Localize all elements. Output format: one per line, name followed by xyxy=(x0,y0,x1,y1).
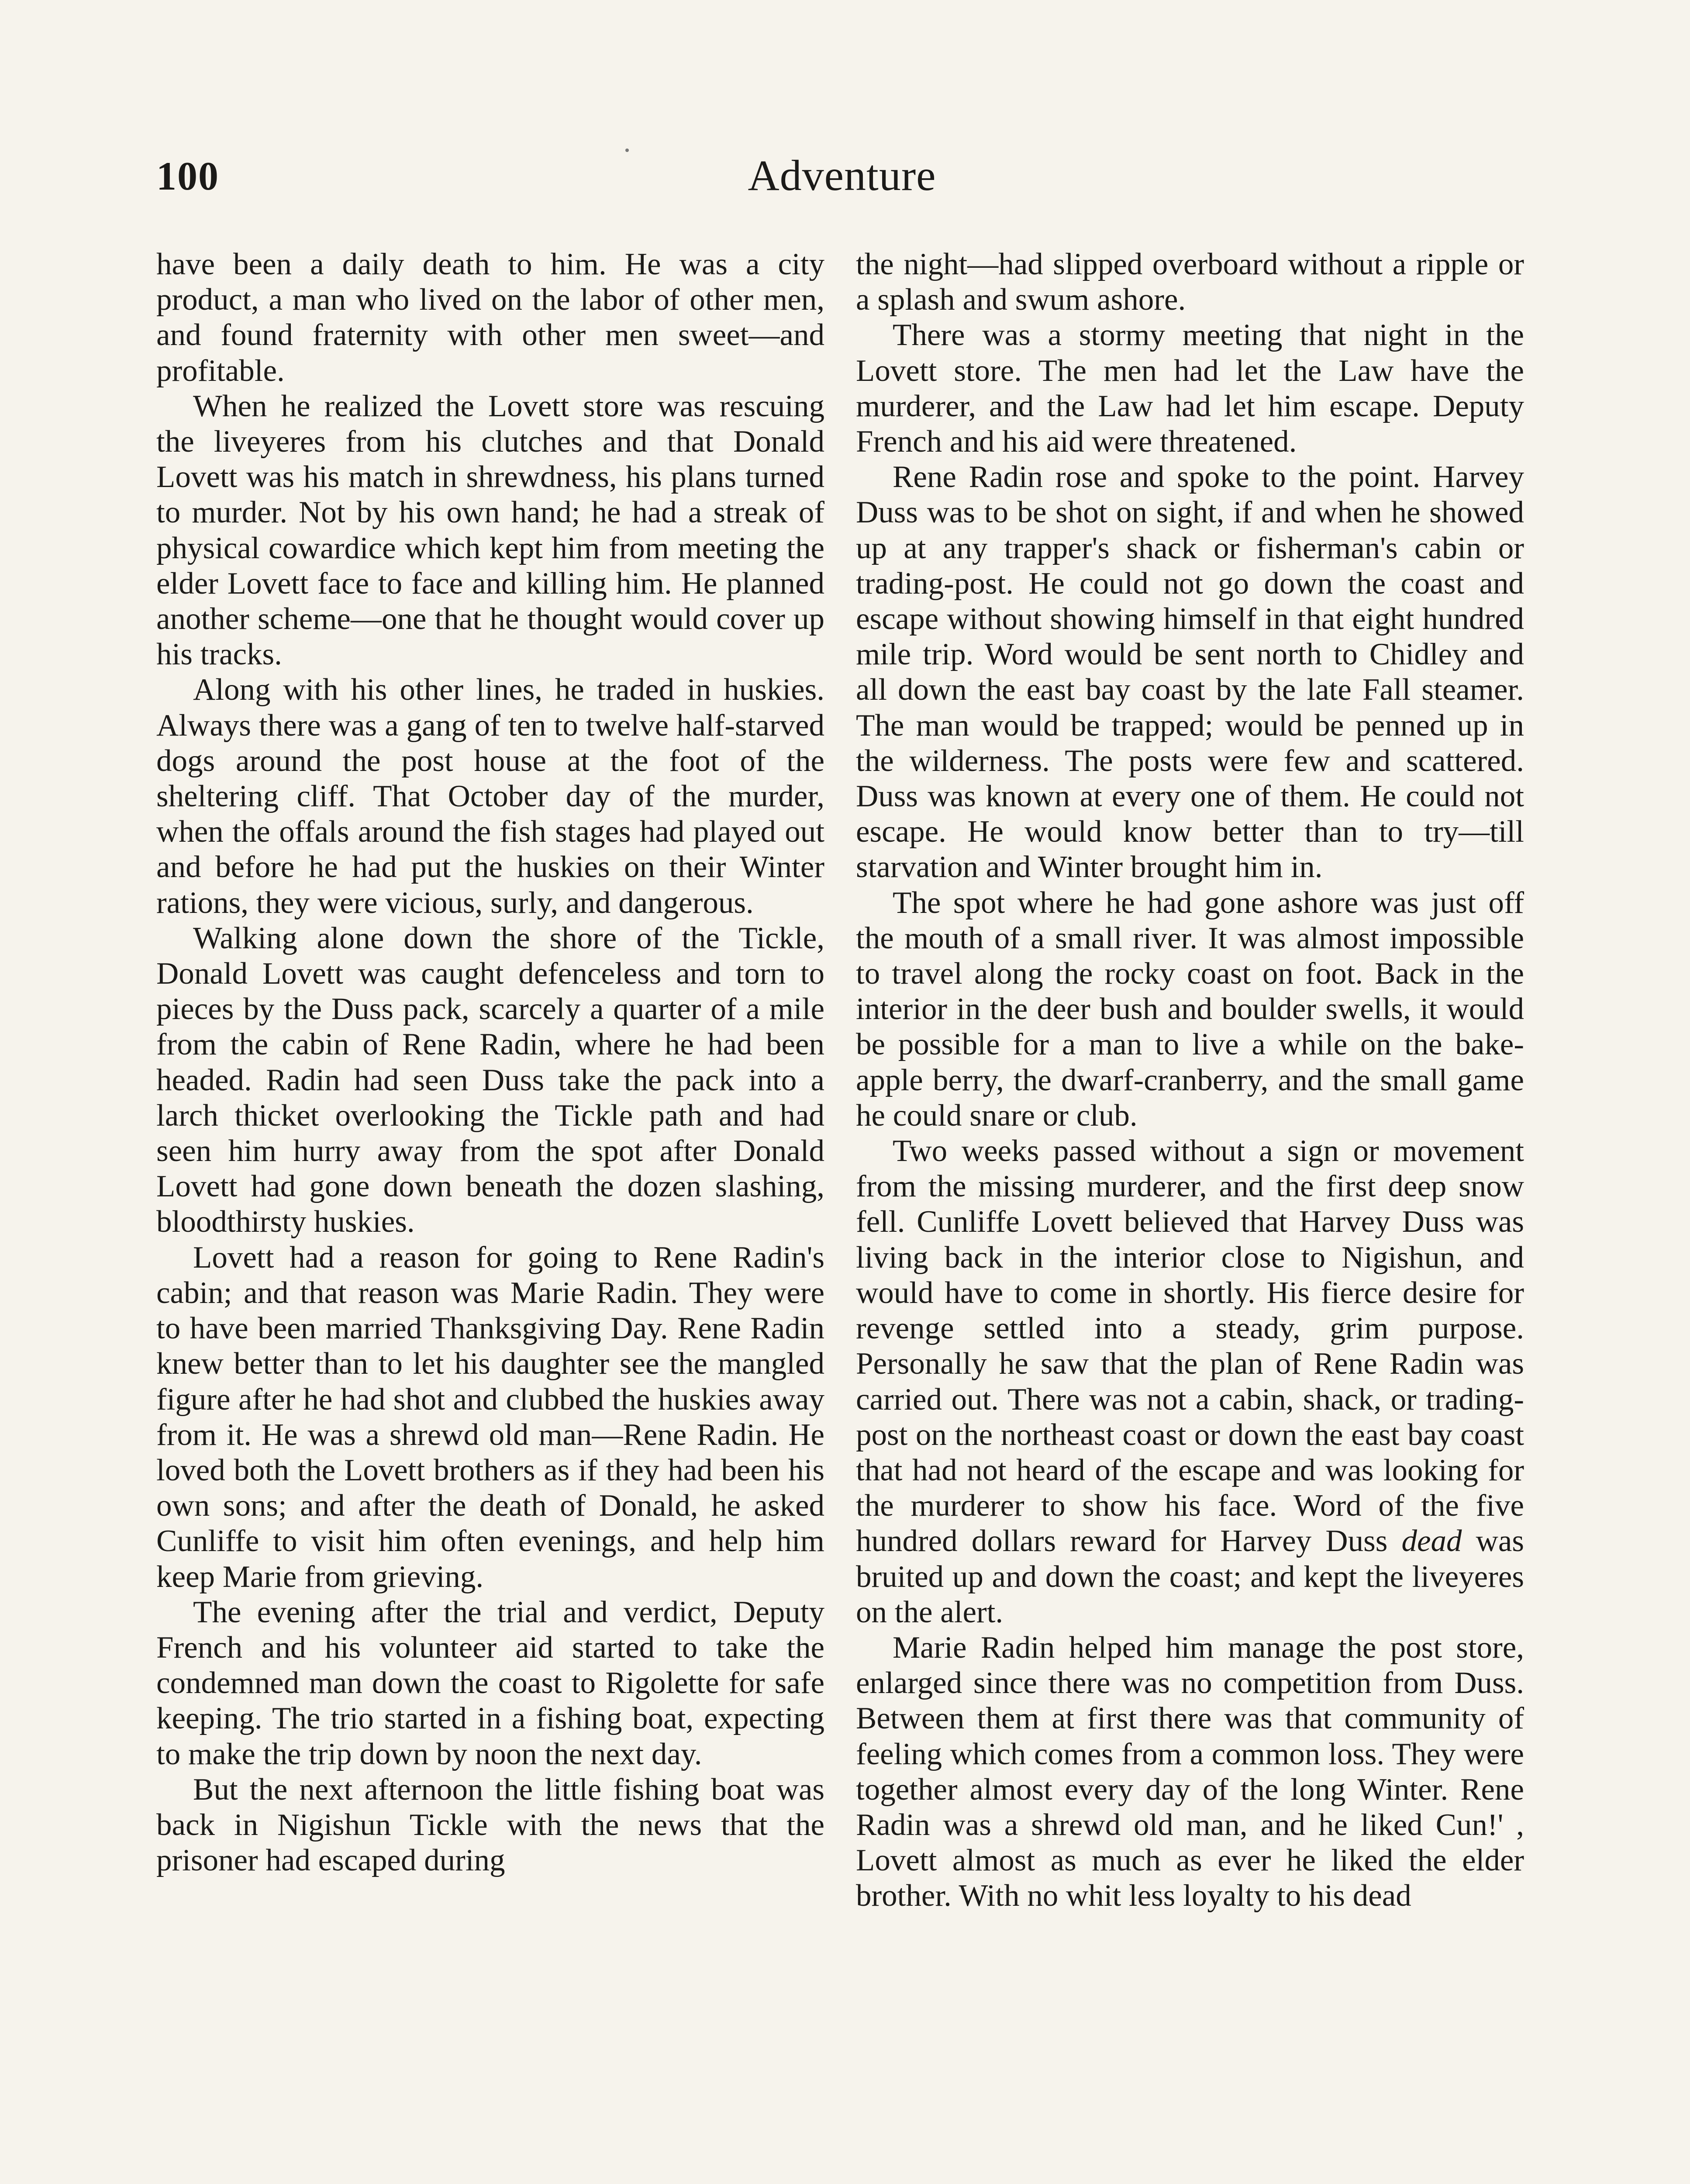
paragraph: Marie Radin helped him manage the post store, enlarged since there was no competition from Duss. Between them at first there was that community of feeling which comes from a common loss. They were together almost every day of the long Winter. Rene Radin was a shrewd old man, and he liked Cun!' , Lovett almost as much as ever he liked the elder brother. With no whit less loyalty to his dead xyxy=(856,1630,1524,1913)
right-column xyxy=(856,247,1524,1914)
left-column xyxy=(156,247,824,1878)
paragraph: The spot where he had gone ashore was just off the mouth of a small river. It was almost impossible to travel along the rocky coast on foot. Back in the interior in the deer bush and boulder swells, it would be possible for a man to live a while on the bake-apple berry, the dwarf-cranberry, and the small game he could snare or club. xyxy=(856,885,1524,1133)
paragraph: the night—had slipped overboard without a ripple or a splash and swum ashore. xyxy=(856,247,1524,317)
page-number: 100 xyxy=(156,154,219,198)
paragraph: There was a stormy meeting that night in the Lovett store. The men had let the Law have the murderer, and the Law had let him escape. Deputy French and his aid were threatened. xyxy=(856,318,1524,459)
paragraph: But the next afternoon the little fishing boat was back in Nigishun Tickle with the news that the prisoner had escaped during xyxy=(156,1772,824,1878)
paragraph: When he realized the Lovett store was rescuing the liveyeres from his clutches and that Donald Lovett was his match in shrewdness, his plans turned to murder. Not by his own hand; he had a streak of physical cowardice which kept him from meeting the elder Lovett face to face and killing him. He planned another scheme—one that he thought would cover up his tracks. xyxy=(156,389,824,672)
paragraph xyxy=(856,1133,1524,1630)
paragraph: have been a daily death to him. He was a city product, a man who lived on the labor of other men, and found fraternity with other men sweet—and profitable. xyxy=(156,247,824,388)
paragraph: Rene Radin rose and spoke to the point. Harvey Duss was to be shot on sight, if and when he showed up at any trapper's shack or fisherman's cabin or trading-post. He could not go down the coast and escape without showing himself in that eight hundred mile trip. Word would be sent north to Chidley and all down the east bay coast by the late Fall steamer. The man would be trapped; would be penned up in the wilderness. The posts were few and scattered. Duss was known at every one of them. He could not escape. He would know better than to try—till starvation and Winter brought him in. xyxy=(856,460,1524,885)
print-speck xyxy=(625,149,629,152)
paragraph: Along with his other lines, he traded in huskies. Always there was a gang of ten to twelve half-starved dogs around the post house at the foot of the sheltering cliff. That October day of the murder, when the offals around the fish stages had played out and before he had put the huskies on their Winter rations, they were vicious, surly, and dangerous. xyxy=(156,673,824,920)
paragraph: Lovett had a reason for going to Rene Radin's cabin; and that reason was Marie Radin. They were to have been married Thanksgiving Day. Rene Radin knew better than to let his daughter see the mangled figure after he had shot and clubbed the huskies away from it. He was a shrewd old man—Rene Radin. He loved both the Lovett brothers as if they had been his own sons; and after the death of Donald, he asked Cunliffe to visit him often evenings, and help him keep Marie from grieving. xyxy=(156,1240,824,1594)
emphasis-dead: dead xyxy=(1401,1524,1462,1559)
paragraph-text: was bruited up and down the coast; and kept the liveyeres on the alert. xyxy=(856,1524,1524,1629)
paragraph: The evening after the trial and verdict, Deputy French and his volunteer aid started to take the condemned man down the coast to Rigolette for safe keeping. The trio started in a fishing boat, expecting to make the trip down by noon the next day. xyxy=(156,1595,824,1771)
paragraph-text: Two weeks passed without a sign or movement from the missing murderer, and the first deep snow fell. Cunliffe Lovett believed that Harvey Duss was living back in the interior close to Nigishun, and would have to come in shortly. His fierce desire for revenge settled into a steady, grim purpose. Personally he saw that the plan of Rene Radin was carried out. There was not a cabin, shack, or trading-post on the northeast coast or down the east bay coast that had not heard of the escape and was looking for the murderer to show his face. Word of the five hundred dollars reward for Harvey Duss xyxy=(856,1134,1524,1559)
paragraph: Walking alone down the shore of the Tickle, Donald Lovett was caught defenceless and torn to pieces by the Duss pack, scarcely a quarter of a mile from the cabin of Rene Radin, where he had been headed. Radin had seen Duss take the pack into a larch thicket overlooking the Tickle path and had seen him hurry away from the spot after Donald Lovett had gone down beneath the dozen slashing, bloodthirsty huskies. xyxy=(156,921,824,1239)
magazine-title: Adventure xyxy=(748,151,936,200)
page-header xyxy=(156,153,1528,214)
